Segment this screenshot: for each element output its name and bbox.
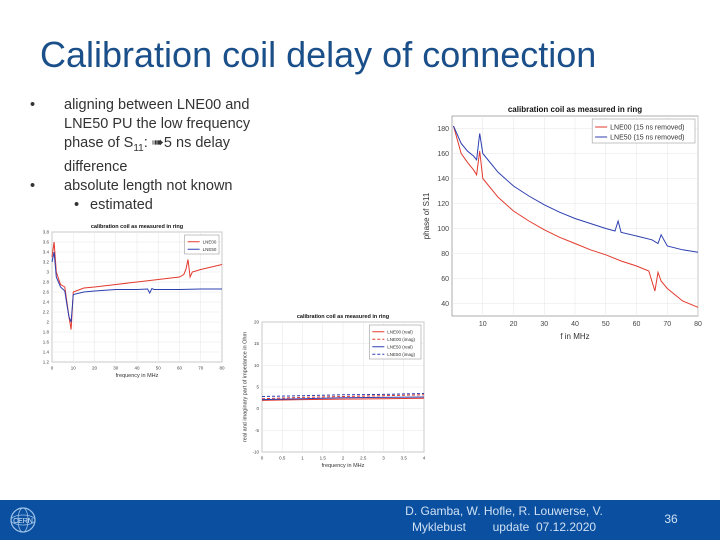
legend-label: LNE00 [202,239,217,245]
y-tick-label: 60 [441,275,449,283]
legend-label: LNE00 (real) [387,329,413,335]
cern-logo-icon [8,506,38,534]
y-tick-label: 80 [441,250,449,258]
chart-title: calibration coil as measured in ring [507,105,643,114]
x-tick-label: 40 [134,365,140,371]
y-tick-label: 10 [253,362,259,368]
y-tick-label: 3 [46,269,49,275]
legend-label: LNE50 (imag) [387,351,416,357]
phase-chart [420,102,710,342]
x-tick-label: 50 [601,321,610,328]
y-tick-label: 3.4 [42,249,49,255]
bullet-subscript: 11 [133,142,144,154]
bullet-text: absolute length not known [64,177,233,194]
bullet-tail: : ➠5 ns delay difference [64,135,231,175]
x-tick-label: 0 [260,455,264,461]
small-chart-left [30,220,230,380]
x-tick-label: 3.5 [400,455,407,461]
sub-bullet-text: estimated [90,196,153,213]
y-tick-label: 180 [437,125,449,133]
x-tick-label: 60 [176,365,183,371]
x-tick-label: 80 [694,321,702,328]
x-tick-label: 1 [301,455,304,461]
chart-title: calibration coil as measured in ring [296,314,390,320]
legend-label: LNE50 (15 ns removed) [610,134,685,142]
y-tick-label: 15 [253,341,259,347]
footer-authors-line1: D. Gamba, W. Hofle, R. Louwerse, V. [405,504,603,518]
x-tick-label: 70 [663,321,672,328]
y-axis-label: phase of S11 [422,192,431,240]
svg-text:CERN: CERN [13,518,33,525]
chart-svg [30,220,230,380]
y-tick-label: 2.6 [42,289,49,295]
y-tick-label: 100 [437,225,449,233]
slide-title: Calibration coil delay of connection [40,34,597,75]
y-tick-label: 3.6 [42,239,49,245]
y-tick-label: 2.8 [42,279,49,285]
bullet-list [30,96,290,215]
bullet-dot-icon: • [74,196,80,213]
x-tick-label: 20 [91,365,98,371]
y-tick-label: 40 [441,300,449,308]
bullet-item [30,96,290,177]
legend-label: LNE00 (15 ns removed) [610,124,685,132]
legend-label: LNE50 [202,246,217,252]
bullet-dot-icon: • [30,177,36,194]
y-tick-label: 3.2 [42,259,49,265]
x-tick-label: 30 [540,321,549,328]
y-tick-label: 1.8 [42,329,49,335]
y-tick-label: 2.4 [42,299,49,305]
chart-title: calibration coil as measured in ring [90,224,184,230]
chart-svg [240,310,430,470]
x-tick-label: 30 [113,365,119,371]
y-tick-label: 20 [253,319,259,325]
x-tick-label: 70 [198,365,204,371]
impedance-chart [240,310,430,470]
y-tick-label: 2 [46,319,49,325]
x-axis-label: frequency in MHz [115,373,159,379]
x-tick-label: 1.5 [319,455,326,461]
x-tick-label: 2 [341,455,345,461]
x-tick-label: 10 [70,365,76,371]
x-tick-label: 40 [571,321,579,328]
legend-label: LNE00 (imag) [387,336,416,342]
y-tick-label: 2.2 [42,309,49,315]
x-tick-label: 0 [50,365,54,371]
y-tick-label: 1.2 [42,359,49,365]
y-tick-label: 1.6 [42,339,49,345]
x-axis-label: f in MHz [560,332,590,341]
chart-svg [420,102,710,342]
y-tick-label: 140 [437,175,449,183]
x-tick-label: 4 [422,455,426,461]
x-axis-label: frequency in MHz [321,463,365,469]
y-tick-label: -5 [254,427,259,433]
y-tick-label: 3.8 [42,229,49,235]
x-tick-label: 50 [155,365,161,371]
y-axis-label: real and imaginary part of impedance in Ohm [242,331,249,443]
bullet-item [30,177,290,196]
y-tick-label: 0 [256,406,259,412]
bullet-dot-icon: • [30,97,36,113]
page-number: 36 [664,512,678,526]
sub-bullet-item [30,196,290,215]
y-tick-label: 160 [437,150,449,158]
legend-label: LNE50 (real) [387,344,413,350]
x-tick-label: 60 [632,321,641,328]
x-tick-label: 10 [478,321,487,328]
x-tick-label: 80 [219,365,225,371]
y-tick-label: 1.4 [42,349,49,355]
bullet-text: aligning between LNE00 and LNE50 PU the low frequency phase of S [64,97,251,151]
x-tick-label: 3 [382,455,385,461]
footer-authors-line2: Myklebust update 07.12.2020 [411,520,597,534]
y-tick-label: -10 [252,449,259,455]
footer-bar [0,500,720,540]
x-tick-label: 20 [509,321,518,328]
footer-authors [384,503,624,535]
y-tick-label: 120 [437,200,449,208]
x-tick-label: 2.5 [360,455,367,461]
x-tick-label: 0.5 [279,455,286,461]
y-tick-label: 5 [256,384,259,390]
